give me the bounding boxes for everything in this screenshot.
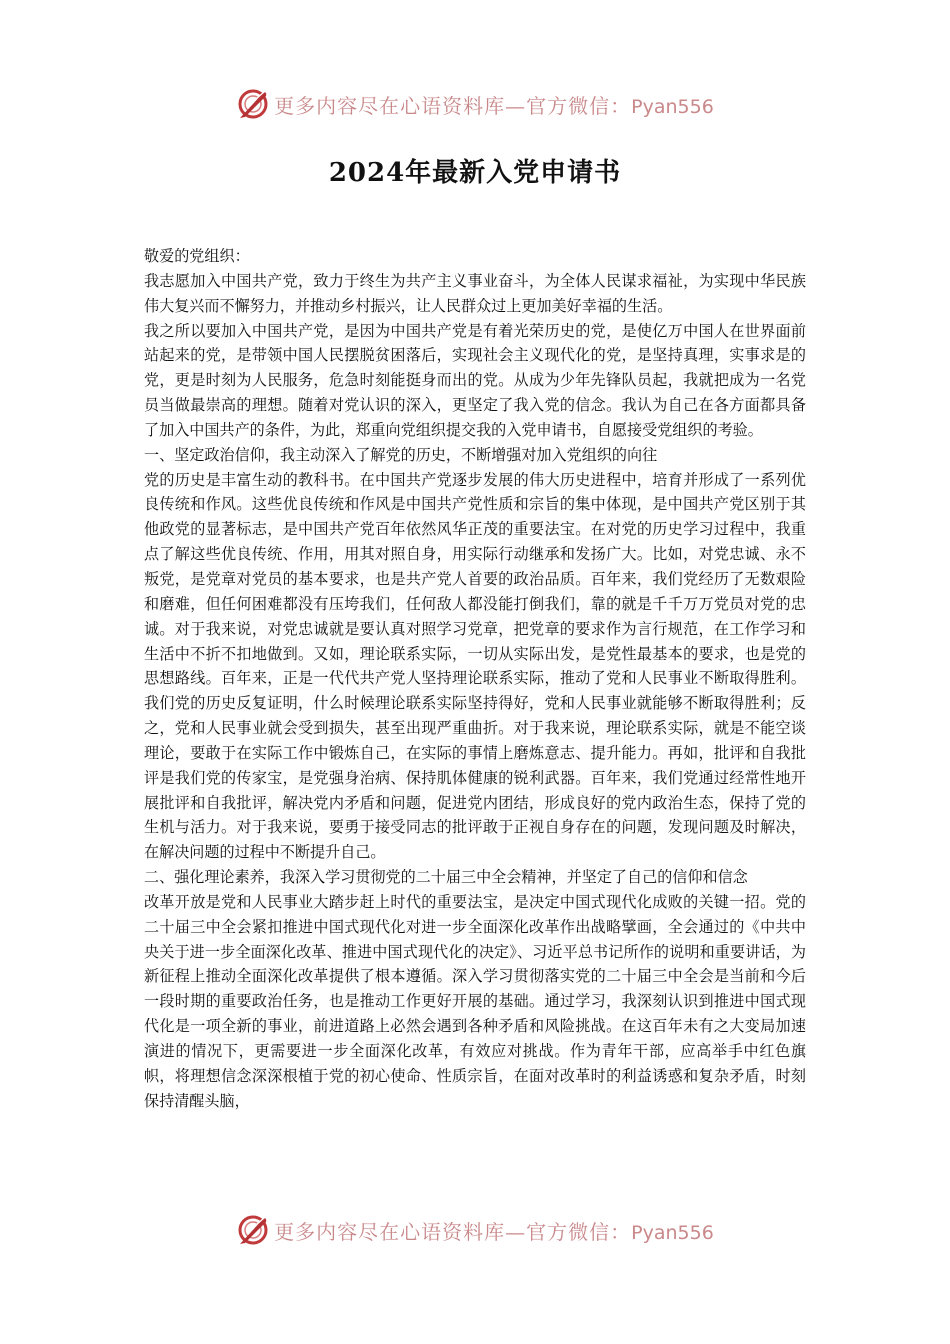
paragraph: 我之所以要加入中国共产党，是因为中国共产党是有着光荣历史的党，是使亿万中国人在世界面前站起来的党，是带领中国人民摆脱贫困落后，实现社会主义现代化的党，是坚持真理，实事求是的党，更是时刻为人民服务，危急时刻能挺身而出的党。从成为少年先锋队员起，我就把成为一名党员当做最崇高的理想。随着对党认识的深入，更坚定了我入党的信念。我认为自己在各方面都具备了加入中国共产的条件，为此，郑重向党组织提交我的入党申请书，自愿接受党组织的考验。	[144, 321, 806, 439]
watermark-text: 更多内容尽在心语资料库—官方微信：Pyan556	[274, 93, 714, 118]
document-title: 2024年最新入党申请书	[328, 158, 622, 188]
header-watermark-banner	[0, 84, 950, 124]
footer-watermark-banner	[0, 1210, 950, 1250]
document-body	[144, 244, 806, 1114]
paragraph: 我志愿加入中国共产党，致力于终生为共产主义事业奋斗，为全体人民谋求福祉，为实现中华民族伟大复兴而不懈努力，并推动乡村振兴，让人民群众过上更加美好幸福的生活。	[144, 271, 806, 315]
wechat-id: Pyan556	[631, 95, 714, 118]
paragraph: 改革开放是党和人民事业大踏步赶上时代的重要法宝，是决定中国式现代化成败的关键一招。党的二十届三中全会紧扣推进中国式现代化对进一步全面深化改革作出战略擘画，全会通过的《中共中央关于进一步全面深化改革、推进中国式现代化的决定》、习近平总书记所作的说明和重要讲话，为新征程上推动全面深化改革提供了根本遵循。深入学习贯彻落实党的二十届三中全会是当前和今后一段时期的重要政治任务，也是推动工作更好开展的基础。通过学习，我深刻认识到推进中国式现代化是一项全新的事业，前进道路上必然会遇到各种矛盾和风险挑战。在这百年未有之大变局加速演进的情况下，更需要进一步全面深化改革，有效应对挑战。作为青年干部，应高举手中红色旗帜，将理想信念深深根植于党的初心使命、性质宗旨，在面对改革时的利益诱惑和复杂矛盾，时刻保持清醒头脑，	[144, 892, 806, 1110]
paragraph: 党的历史是丰富生动的教科书。在中国共产党逐步发展的伟大历史进程中，培育并形成了一系列优良传统和作风。这些优良传统和作风是中国共产党性质和宗旨的集中体现，是中国共产党区别于其他政党的显著标志，是中国共产党百年依然风华正茂的重要法宝。在对党的历史学习过程中，我重点了解这些优良传统、作用，用其对照自身，用实际行动继承和发扬广大。比如，对党忠诚、永不叛党，是党章对党员的基本要求，也是共产党人首要的政治品质。百年来，我们党经历了无数艰险和磨难，但任何困难都没有压垮我们，任何敌人都没能打倒我们，靠的就是千千万万党员对党的忠诚。对于我来说，对党忠诚就是要认真对照学习党章，把党章的要求作为言行规范，在工作学习和生活中不折不扣地做到。又如，理论联系实际，一切从实际出发，是党性最基本的要求，也是党的思想路线。百年来，正是一代代共产党人坚持理论联系实际，推动了党和人民事业不断取得胜利。我们党的历史反复证明，什么时候理论联系实际坚持得好，党和人民事业就能够不断取得胜利；反之，党和人民事业就会受到损失，甚至出现严重曲折。对于我来说，理论联系实际，就是不能空谈理论，要敢于在实际工作中锻炼自己，在实际的事情上磨炼意志、提升能力。再如，批评和自我批评是我们党的传家宝，是党强身治病、保持肌体健康的锐利武器。百年来，我们党通过经常性地开展批评和自我批评，解决党内矛盾和问题，促进党内团结，形成良好的党内政治生态，保持了党的生机与活力。对于我来说，要勇于接受同志的批评敢于正视自身存在的问题，发现问题及时解决，在解决问题的过程中不断提升自己。	[144, 470, 806, 862]
section-heading: 二、强化理论素养，我深入学习贯彻党的二十届三中全会精神，并坚定了自己的信仰和信念	[144, 868, 748, 887]
wechat-id: Pyan556	[631, 1221, 714, 1244]
watermark-text: 更多内容尽在心语资料库—官方微信：Pyan556	[274, 1219, 714, 1244]
salutation: 敬爱的党组织：	[144, 247, 250, 265]
quill-logo-icon	[236, 1213, 270, 1247]
quill-logo-icon	[236, 87, 270, 121]
section-heading: 一、坚定政治信仰，我主动深入了解党的历史，不断增强对加入党组织的向往	[144, 445, 658, 464]
